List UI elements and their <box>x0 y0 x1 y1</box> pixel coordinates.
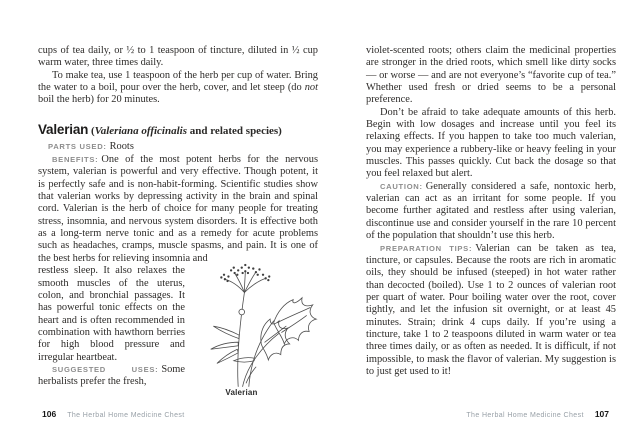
parts-used-value: Roots <box>109 140 134 152</box>
valerian-illustration <box>185 253 318 387</box>
suggested-uses-text: Some herbalists prefer the fresh, <box>38 363 185 388</box>
left-page <box>38 45 318 397</box>
caution-label: CAUTION: <box>380 181 423 191</box>
right-running-title: The Herbal Home Medicine Chest <box>466 412 584 419</box>
figure-caption: Valerian <box>225 388 258 398</box>
section-heading-valerian <box>38 120 318 138</box>
left-running-title: The Herbal Home Medicine Chest <box>67 412 185 419</box>
left-page-number: 106 <box>42 409 57 419</box>
valerian-figure <box>185 253 318 397</box>
right-page-number: 107 <box>594 409 609 419</box>
latin-name: Valeriana officinalis <box>94 124 188 137</box>
text-figure-row <box>38 265 318 397</box>
benefits-text: One of the most potent herbs for the nervous system, valerian is powerful and very effective. Though potent, it is perfectly safe and is non-habit-forming. Scientific studies show that valerian works by depressing activity in the brain and spinal cord. Valerian is the herb of choice for many people for treating stress, insomnia, and nervous system disorders. It is effective both as a long-term nerve tonic and as a remedy for acute problems such as headaches, cramps, muscle spasms, and pain. It is one of the best herbs for relieving insomnia and <box>38 154 318 264</box>
paragraph-roots: violet-scented roots; others claim the medicinal properties are stronger in the dried roots, which smell like dirty socks — or worse — and are not everyone’s “favorite cup of tea.” Whether used fresh or dried seems to be a personal preference. <box>366 45 616 106</box>
herb-name: Valerian <box>38 121 89 137</box>
wrapped-text-column <box>38 265 185 388</box>
preparation-paragraph <box>366 243 616 379</box>
benefits-paragraph <box>38 154 318 265</box>
benefits-wrapped-paragraph: restless sleep. It also relaxes the smooth muscles of the uterus, colon, and bronchial passages. It has powerful tonic effects on the heart and is often recommended in combination with hawthorn berries for high blood pressure and irregular heartbeat. <box>38 265 185 363</box>
paragraph-tea <box>38 70 318 107</box>
paragraph-dosage: Don’t be afraid to take adequate amounts of this herb. Begin with low dosages and increase until you feel its relaxing effects. If you happen to take too much valerian, you may experience a rubbery-like or heavy feeling in your muscles. This passes quickly. Cut back the dosage so that you feel relaxed but alert. <box>366 106 616 180</box>
heading-paren: ( <box>88 124 95 137</box>
left-footer <box>42 404 185 422</box>
caution-paragraph <box>366 181 616 243</box>
right-footer <box>466 404 609 422</box>
caution-text: Generally considered a safe, nontoxic herb, valerian can act as an irritant for some people. If you become further agitated and restless after using valerian, discontinue use and consider yourself in the rare 10 percent of the population that shouldn’t use this herb. <box>366 180 616 242</box>
right-page <box>366 45 616 378</box>
suggested-uses-paragraph <box>38 364 185 389</box>
parts-used-label: PARTS USED: <box>48 141 107 151</box>
suggested-uses-label: SUGGESTED USES: <box>52 364 159 374</box>
parts-used-line <box>38 141 318 153</box>
paragraph-tea-post: boil the herb) for 20 minutes. <box>38 94 160 106</box>
heading-rest: and related species) <box>187 124 282 137</box>
paragraph-tea-italic: not <box>304 82 318 94</box>
preparation-text: Valerian can be taken as tea, tincture, or capsules. Because the roots are rich in aromatic oils, they should be infused (steeped) in hot water rather than decocted (boiled). Use 1 to 2 ounces of valerian root per quart of water. Pour boiling water over the root, cover tightly, and let the infusion sit overnight, or at least 45 minutes. Strain; drink 4 cups daily. If you’re using a tincture, take 1 to 2 teaspoons diluted in warm water or tea three times daily, or as often as needed. It is difficult, if not impossible, to mask the flavor of valerian. My suggestion is to just get used to it! <box>366 242 616 377</box>
paragraph-tea-pre: To make tea, use 1 teaspoon of the herb per cup of water. Bring the water to a boil, pour over the herb, cover, and let steep (do <box>38 69 318 94</box>
paragraph-tincture: cups of tea daily, or ½ to 1 teaspoon of tincture, diluted in ½ cup warm water, three times daily. <box>38 45 318 69</box>
benefits-label: BENEFITS: <box>52 155 99 165</box>
preparation-label: PREPARATION TIPS: <box>380 243 473 253</box>
